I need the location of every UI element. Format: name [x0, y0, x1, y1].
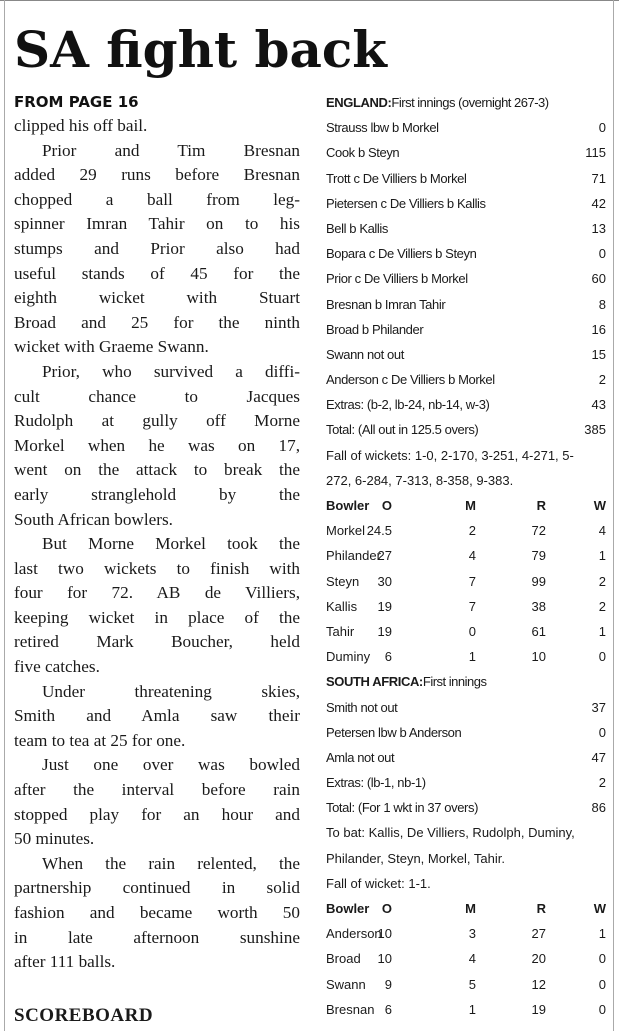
batting-row	[326, 140, 606, 165]
batsman-runs: 0	[598, 724, 606, 740]
bowler-name: Swann	[326, 976, 366, 992]
batting-row	[326, 417, 606, 442]
bowler-wickets: 0	[598, 1001, 606, 1017]
bowler-overs: 19	[377, 598, 392, 614]
south-africa-team-name: SOUTH AFRICA:	[326, 674, 423, 690]
batsman-runs: 71	[591, 170, 606, 186]
bowler-maidens: 5	[468, 976, 476, 992]
bowler-wickets: 0	[598, 649, 606, 665]
batsman-dismissal: Anderson c De Villiers b Morkel	[326, 372, 495, 388]
story-line: went on the attack to break the	[14, 460, 300, 480]
batting-row	[326, 317, 606, 342]
bowler-runs: 72	[531, 523, 546, 539]
bowling-row	[326, 543, 606, 568]
bowling-row	[326, 921, 606, 946]
story-line: after 111 balls.	[14, 952, 116, 972]
bowler-runs: 38	[531, 598, 546, 614]
bowler-name: Anderson	[326, 926, 382, 942]
story-line: When the rain relented, the	[42, 853, 300, 873]
bowler-column-header: Bowler	[326, 901, 370, 916]
bowling-row	[326, 594, 606, 619]
batsman-dismissal: Petersen lbw b Anderson	[326, 724, 462, 740]
wickets-column-header: W	[593, 498, 606, 513]
bowler-runs: 27	[531, 926, 546, 942]
batsman-runs: 60	[591, 271, 606, 287]
batsman-runs: 86	[591, 800, 606, 816]
story-line: South African bowlers.	[14, 509, 173, 529]
bowler-wickets: 4	[598, 523, 606, 539]
batsman-runs: 15	[591, 346, 606, 362]
bowler-maidens: 1	[468, 649, 476, 665]
batsman-dismissal: Cook b Steyn	[326, 145, 400, 161]
batsman-runs: 42	[591, 195, 606, 211]
story-line: wicket with Graeme Swann.	[14, 337, 209, 357]
south-africa-innings-subtitle: First innings	[422, 674, 487, 690]
batsman-dismissal: Total: (All out in 125.5 overs)	[326, 422, 479, 438]
overs-column-header: O	[381, 901, 392, 916]
bowler-wickets: 2	[598, 598, 606, 614]
south-africa-batting-list	[326, 695, 606, 821]
batsman-dismissal: Prior c De Villiers b Morkel	[326, 271, 468, 287]
bowler-name: Philander	[326, 548, 381, 564]
bowler-name: Tahir	[326, 623, 355, 639]
bowler-wickets: 0	[598, 976, 606, 992]
story-line: eighth wicket with Stuart	[14, 288, 300, 308]
story-line: clipped his off bail.	[14, 116, 148, 135]
bowler-maidens: 3	[468, 926, 476, 942]
bowling-row	[326, 972, 606, 997]
wickets-column-header: W	[593, 901, 606, 916]
batting-row	[326, 795, 606, 820]
from-page-label: FROM PAGE 16	[14, 93, 139, 111]
batsman-runs: 43	[591, 397, 606, 413]
bowler-runs: 99	[531, 573, 546, 589]
batting-row	[326, 266, 606, 291]
story-line: retired Mark Boucher, held	[14, 632, 300, 652]
batsman-runs: 0	[598, 246, 606, 262]
bowling-row	[326, 569, 606, 594]
story-line: after the interval before rain	[14, 780, 300, 800]
england-bowling-list	[326, 518, 606, 669]
batsman-runs: 13	[591, 220, 606, 236]
bowler-runs: 10	[531, 649, 546, 665]
bowler-maidens: 4	[468, 548, 476, 564]
batting-row	[326, 770, 606, 795]
bowling-row	[326, 644, 606, 669]
batting-row	[326, 745, 606, 770]
left-column-rule	[4, 0, 5, 1031]
story-line: in late afternoon sunshine	[14, 927, 300, 947]
bowler-wickets: 1	[598, 548, 606, 564]
batsman-dismissal: Bresnan b Imran Tahir	[326, 296, 446, 312]
story-line: five catches.	[14, 657, 100, 677]
right-column-rule	[613, 0, 614, 1031]
bowler-column-header: Bowler	[326, 498, 370, 513]
story-line: Prior, who survived a diffi-	[42, 361, 300, 381]
bowler-overs: 9	[384, 976, 392, 992]
batsman-dismissal: Total: (For 1 wkt in 37 overs)	[326, 800, 478, 816]
batting-row	[326, 392, 606, 417]
bowler-runs: 20	[531, 951, 546, 967]
story-line: early stranglehold by the	[14, 484, 300, 504]
story-line: chopped a ball from leg-	[14, 189, 300, 209]
batsman-dismissal: Bopara c De Villiers b Steyn	[326, 246, 477, 262]
bowling-row	[326, 518, 606, 543]
bowling-row	[326, 619, 606, 644]
bowler-overs: 24.5	[366, 523, 392, 539]
story-line: keeping wicket in place of the	[14, 607, 300, 627]
batting-row	[326, 695, 606, 720]
story-line: Rudolph at gully off Morne	[14, 411, 300, 431]
runs-column-header: R	[536, 901, 546, 916]
maidens-column-header: M	[465, 498, 476, 513]
story-line: four for 72. AB de Villiers,	[14, 583, 300, 603]
batsman-dismissal: Amla not out	[326, 749, 395, 765]
bowler-overs: 6	[384, 1001, 392, 1017]
story-line: Prior and Tim Bresnan	[42, 140, 300, 160]
bowler-wickets: 1	[598, 623, 606, 639]
bowler-maidens: 2	[468, 523, 476, 539]
england-batting-list	[326, 115, 606, 442]
batsman-runs: 0	[598, 120, 606, 136]
south-africa-fall-of-wicket: Fall of wicket: 1-1.	[326, 875, 431, 891]
story-line: team to tea at 25 for one.	[14, 730, 186, 750]
overs-column-header: O	[381, 498, 392, 513]
bowler-name: Steyn	[326, 573, 360, 589]
south-africa-bowling-header	[326, 896, 606, 921]
bowler-name: Broad	[326, 951, 361, 967]
england-fall-of-wickets-line-2: 272, 6-284, 7-313, 8-358, 9-383.	[326, 472, 514, 488]
south-africa-bowling-list	[326, 921, 606, 1022]
story-line: partnership continued in solid	[14, 878, 300, 898]
story-line: stopped play for an hour and	[14, 804, 300, 824]
bowler-overs: 27	[377, 548, 392, 564]
bowler-name: Duminy	[326, 649, 371, 665]
bowler-overs: 19	[377, 623, 392, 639]
bowler-overs: 30	[377, 573, 392, 589]
bowler-name: Kallis	[326, 598, 358, 614]
batting-row	[326, 367, 606, 392]
story-line: Broad and 25 for the ninth	[14, 312, 300, 332]
bowler-runs: 12	[531, 976, 546, 992]
batsman-dismissal: Smith not out	[326, 699, 398, 715]
batsman-dismissal: Strauss lbw b Morkel	[326, 120, 439, 136]
batting-row	[326, 241, 606, 266]
batsman-runs: 16	[591, 321, 606, 337]
story-line: added 29 runs before Bresnan	[14, 165, 300, 185]
bowling-row	[326, 946, 606, 971]
batsman-dismissal: Pietersen c De Villiers b Kallis	[326, 195, 486, 211]
bowler-runs: 19	[531, 1001, 546, 1017]
story-line: 50 minutes.	[14, 829, 95, 849]
batsman-runs: 2	[598, 372, 606, 388]
runs-column-header: R	[536, 498, 546, 513]
story-line: stumps and Prior also had	[14, 238, 300, 258]
bowler-overs: 6	[384, 649, 392, 665]
story-line: cult chance to Jacques	[14, 386, 300, 406]
bowler-maidens: 7	[468, 573, 476, 589]
scorecard-column	[326, 90, 606, 1022]
england-bowling-header	[326, 493, 606, 518]
bowler-name: Morkel	[326, 523, 366, 539]
batsman-runs: 2	[598, 775, 606, 791]
headline: SA fight back	[14, 20, 387, 79]
bowler-overs: 10	[377, 951, 392, 967]
england-innings-subtitle: First innings (overnight 267-3)	[391, 95, 549, 110]
story-line: fashion and became worth 50	[14, 903, 300, 922]
batsman-runs: 115	[585, 145, 606, 161]
bowler-runs: 79	[531, 548, 546, 564]
batsman-dismissal: Trott c De Villiers b Morkel	[326, 170, 467, 186]
story-line: But Morne Morkel took the	[42, 534, 300, 554]
bowler-wickets: 2	[598, 573, 606, 589]
bowler-overs: 10	[377, 926, 392, 942]
bowler-name: Bresnan	[326, 1001, 375, 1017]
batting-row	[326, 191, 606, 216]
batting-row	[326, 720, 606, 745]
batsman-dismissal: Extras: (lb-1, nb-1)	[326, 775, 426, 791]
story-line: useful stands of 45 for the	[14, 263, 300, 283]
batting-row	[326, 166, 606, 191]
bowler-maidens: 1	[468, 1001, 476, 1017]
scoreboard-label: SCOREBOARD	[14, 1005, 154, 1026]
to-bat-line-1: To bat: Kallis, De Villiers, Rudolph, Duminy,	[326, 825, 575, 841]
batsman-runs: 8	[598, 296, 606, 312]
batsman-dismissal: Extras: (b-2, lb-24, nb-14, w-3)	[326, 397, 490, 413]
bowler-wickets: 1	[598, 926, 606, 942]
story-line: spinner Imran Tahir on to his	[14, 214, 300, 234]
batsman-dismissal: Broad b Philander	[326, 321, 424, 337]
story-line: last two wickets to finish with	[14, 558, 300, 578]
maidens-column-header: M	[465, 901, 476, 916]
top-rule	[0, 0, 619, 1]
bowler-maidens: 4	[468, 951, 476, 967]
batsman-runs: 385	[584, 422, 606, 438]
batting-row	[326, 342, 606, 367]
bowler-maidens: 0	[468, 623, 476, 639]
england-innings-heading	[326, 90, 606, 115]
story-line: Just one over was bowled	[42, 755, 300, 775]
bowling-row	[326, 997, 606, 1022]
story-line: Morkel when he was on 17,	[14, 435, 300, 455]
bowler-wickets: 0	[598, 951, 606, 967]
story-line: Under threatening skies,	[42, 681, 300, 701]
bowler-maidens: 7	[468, 598, 476, 614]
batsman-dismissal: Swann not out	[326, 346, 404, 362]
story-body	[14, 114, 300, 975]
bowler-runs: 61	[531, 623, 546, 639]
south-africa-innings-heading	[326, 669, 606, 694]
batting-row	[326, 216, 606, 241]
england-team-name: ENGLAND:	[326, 95, 392, 110]
england-fall-of-wickets-line-1: Fall of wickets: 1-0, 2-170, 3-251, 4-271, 5-	[326, 447, 574, 463]
batting-row	[326, 115, 606, 140]
to-bat-line-2: Philander, Steyn, Morkel, Tahir.	[326, 850, 505, 866]
batsman-runs: 37	[591, 699, 606, 715]
batsman-runs: 47	[591, 749, 606, 765]
batting-row	[326, 292, 606, 317]
batsman-dismissal: Bell b Kallis	[326, 220, 388, 236]
story-line: Smith and Amla saw their	[14, 706, 300, 726]
